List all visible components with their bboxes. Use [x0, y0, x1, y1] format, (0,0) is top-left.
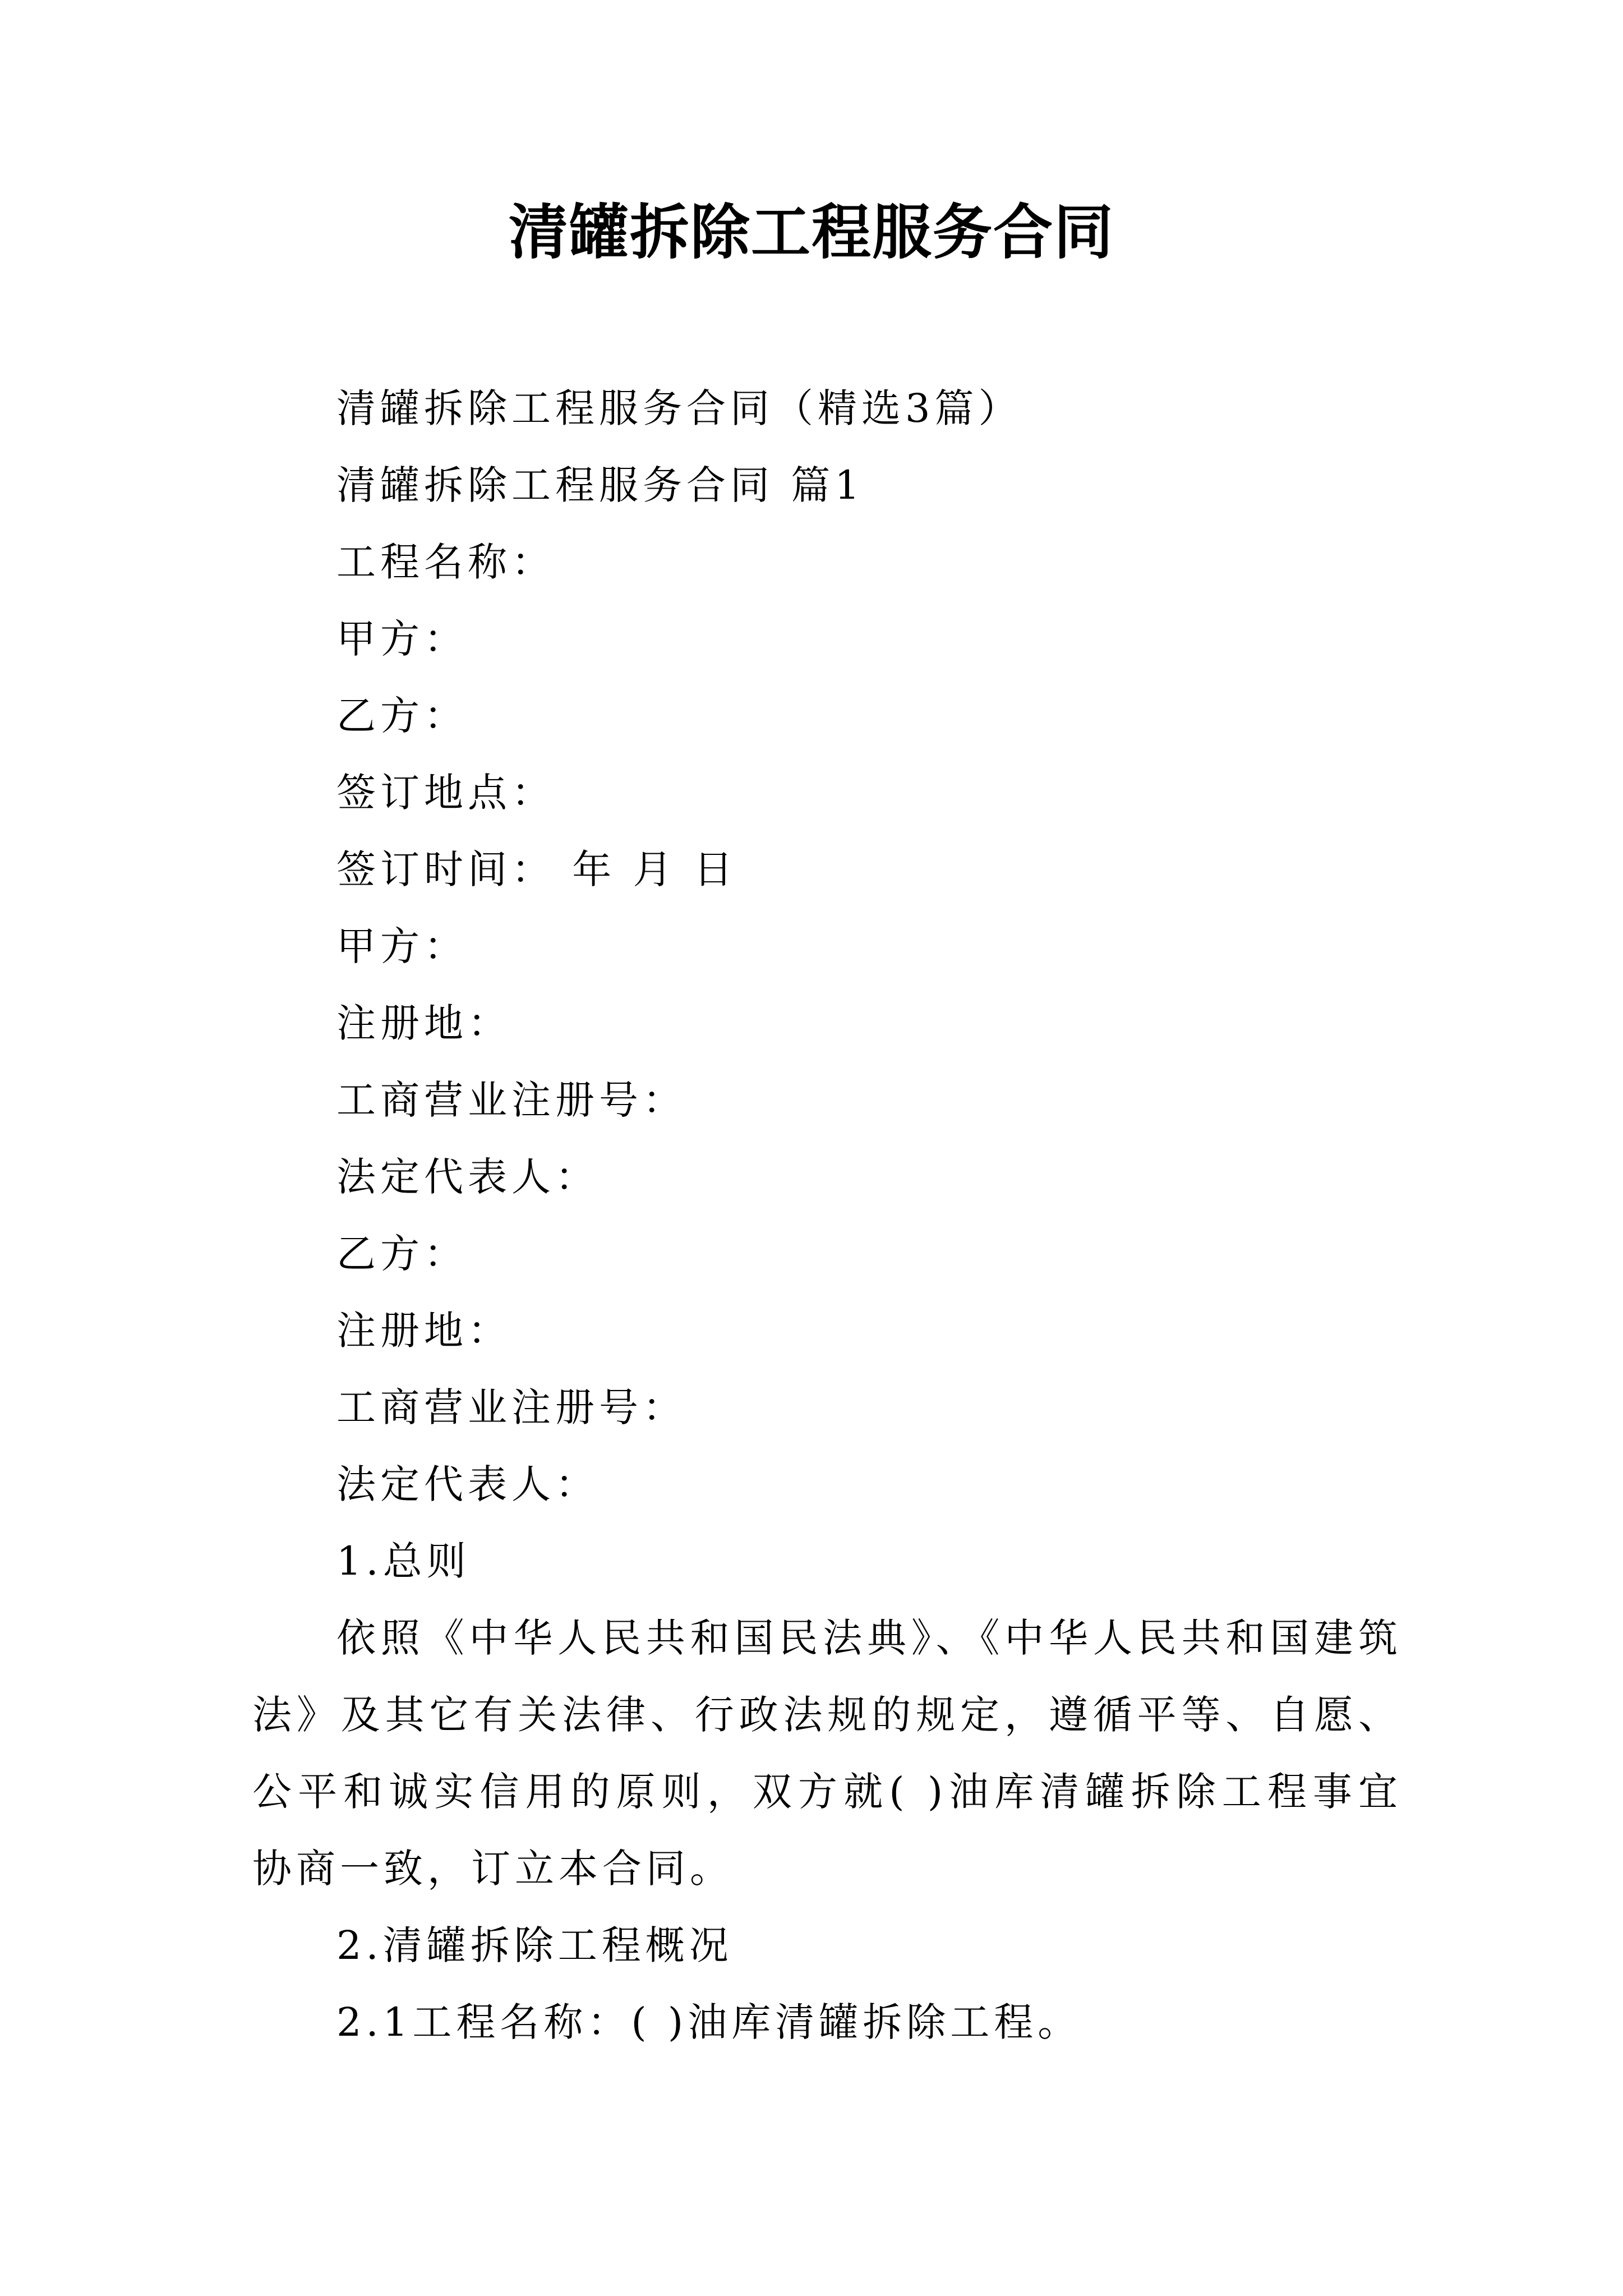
party-a-legal-representative: 法定代表人： [336, 1154, 599, 1200]
section-1-heading: 1.总则 [336, 1538, 471, 1584]
field-signing-place: 签订地点： [336, 770, 555, 816]
part-heading: 清罐拆除工程服务合同 篇1 [336, 462, 864, 508]
field-party-a: 甲方： [336, 616, 468, 662]
subtitle-line: 清罐拆除工程服务合同（精选3篇） [336, 385, 1022, 431]
party-b-registration-number: 工商营业注册号： [336, 1384, 686, 1430]
party-b-label: 乙方： [336, 1231, 468, 1277]
party-a-label: 甲方： [336, 923, 468, 969]
party-a-registration-number: 工商营业注册号： [336, 1077, 686, 1123]
document-title: 清罐拆除工程服务合同 [509, 198, 1114, 267]
section-2-1-text: 2.1工程名称：( )油库清罐拆除工程。 [336, 1999, 1082, 2045]
document-body [252, 370, 1402, 2061]
party-b-registered-address: 注册地： [336, 1308, 511, 1354]
section-2-heading: 2.清罐拆除工程概况 [336, 1922, 733, 1968]
general-provisions-paragraph: 依照《中华人民共和国民法典》、《中华人民共和国建筑法》及其它有关法律、行政法规的规定，遵循平等、自愿、公平和诚实信用的原则，双方就( )油库清罐拆除工程事宜协商一致，订立本合同。 [252, 1615, 1402, 1892]
party-a-registered-address: 注册地： [336, 1000, 511, 1046]
field-signing-date: 签订时间： 年 月 日 [336, 846, 737, 892]
field-project-name: 工程名称： [336, 539, 555, 585]
field-party-b: 乙方： [336, 693, 468, 739]
party-b-legal-representative: 法定代表人： [336, 1461, 599, 1507]
